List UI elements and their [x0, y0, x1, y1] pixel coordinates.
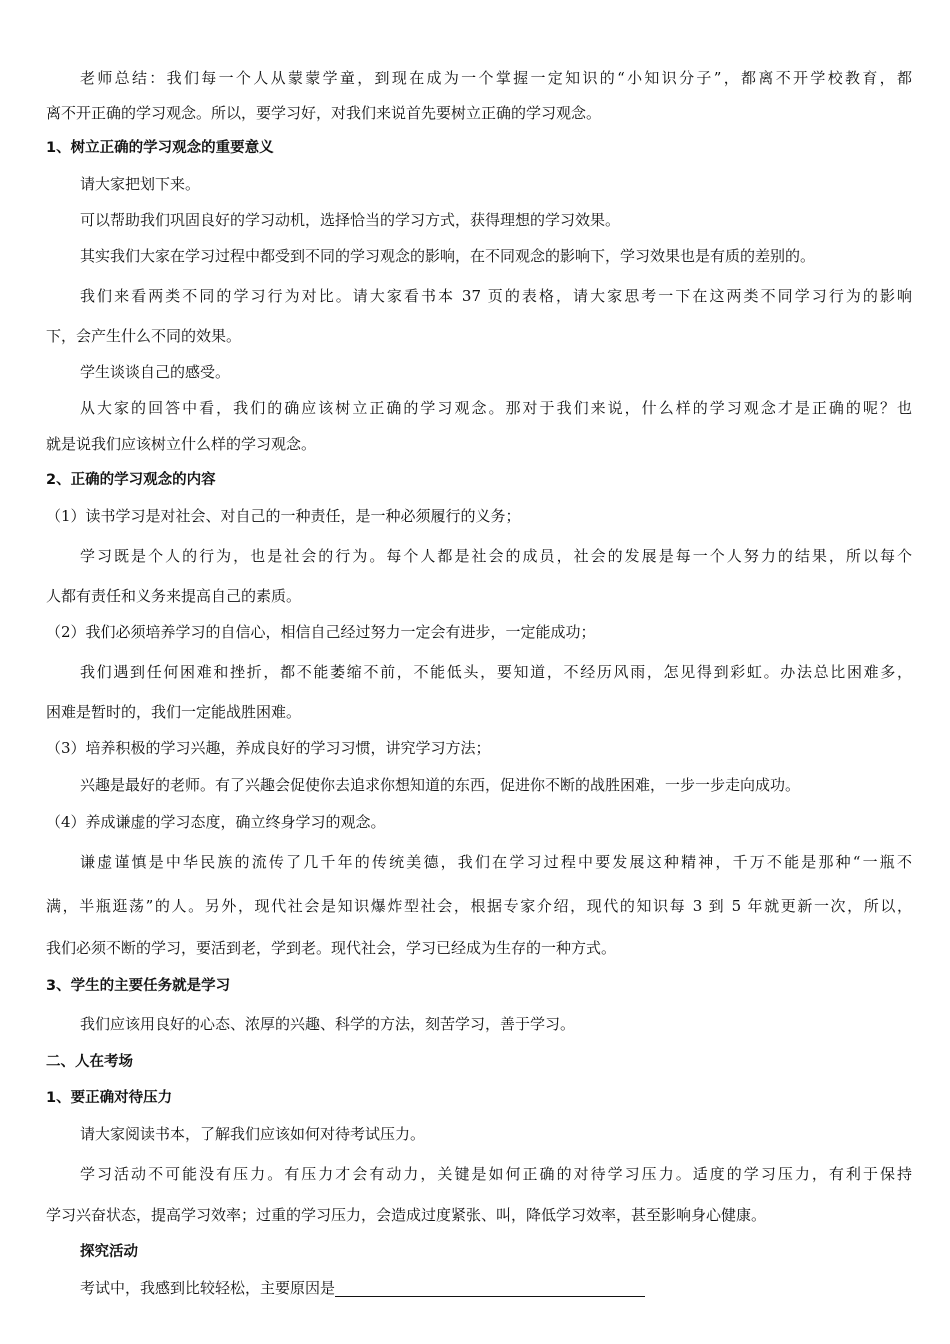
paragraph-line: 兴趣是最好的老师。有了兴趣会促使你去追求你想知道的东西，促进你不断的战胜困难，一步一步走向成功。 [80, 776, 801, 794]
section-heading: 二、人在考场 [46, 1054, 133, 1070]
section-heading: 1、树立正确的学习观念的重要意义 [46, 140, 274, 156]
paragraph-line: 可以帮助我们巩固良好的学习动机，选择恰当的学习方式，获得理想的学习效果。 [80, 211, 621, 229]
answer-blank[interactable] [335, 1278, 645, 1297]
paragraph-line: 下，会产生什么不同的效果。 [46, 327, 242, 345]
paragraph-line: 学习既是个人的行为，也是社会的行为。每个人都是社会的成员，社会的发展是每一个人努力的结果，所以每个 [80, 547, 912, 565]
paragraph-line: 我们来看两类不同的学习行为对比。请大家看书本 37 页的表格，请大家思考一下在这两类不同学习行为的影响 [80, 287, 912, 305]
paragraph-line: 我们遇到任何困难和挫折，都不能萎缩不前，不能低头，要知道，不经历风雨，怎见得到彩虹。办法总比困难多， [80, 663, 912, 681]
document-page [46, 60, 912, 1306]
fill-in-line [46, 1270, 912, 1306]
list-item: （3）培养积极的学习兴趣，养成良好的学习习惯，讲究学习方法； [46, 739, 491, 757]
list-item: （1）读书学习是对社会、对自己的一种责任，是一种必须履行的义务； [46, 507, 521, 525]
section-heading: 1、要正确对待压力 [46, 1090, 173, 1106]
list-item: （2）我们必须培养学习的自信心，相信自己经过努力一定会有进步，一定能成功； [46, 623, 596, 641]
paragraph-line: 人都有责任和义务来提高自己的素质。 [46, 587, 302, 605]
paragraph-line: 我们应该用良好的心态、浓厚的兴趣、科学的方法，刻苦学习，善于学习。 [80, 1015, 576, 1033]
paragraph-line: 就是说我们应该树立什么样的学习观念。 [46, 435, 317, 453]
section-heading: 2、正确的学习观念的内容 [46, 472, 216, 488]
paragraph-line: 我们必须不断的学习，要活到老，学到老。现代社会，学习已经成为生存的一种方式。 [46, 939, 617, 957]
paragraph-line: 学生谈谈自己的感受。 [80, 363, 231, 381]
paragraph-line: 请大家阅读书本，了解我们应该如何对待考试压力。 [80, 1125, 426, 1143]
paragraph-line: 其实我们大家在学习过程中都受到不同的学习观念的影响，在不同观念的影响下，学习效果也是有质的差别的。 [80, 247, 816, 265]
paragraph-line: 学习活动不可能没有压力。有压力才会有动力，关键是如何正确的对待学习压力。适度的学习压力，有利于保持 [80, 1165, 912, 1183]
paragraph-line: 满，半瓶逛荡”的人。另外，现代社会是知识爆炸型社会，根据专家介绍，现代的知识每 3 到 5 年就更新一次，所以， [46, 897, 912, 915]
paragraph-line: 谦虚谨慎是中华民族的流传了几千年的传统美德，我们在学习过程中要发展这种精神，千万不能是那种“一瓶不 [80, 853, 912, 871]
paragraph-line: 离不开正确的学习观念。所以，要学习好，对我们来说首先要树立正确的学习观念。 [46, 104, 602, 122]
subsection-heading: 探究活动 [80, 1244, 138, 1260]
paragraph-line: 请大家把划下来。 [80, 175, 201, 193]
list-item: （4）养成谦虚的学习态度，确立终身学习的观念。 [46, 813, 386, 831]
paragraph-line: 老师总结：我们每一个人从蒙蒙学童，到现在成为一个掌握一定知识的“小知识分子”，都离不开学校教育，都 [80, 69, 912, 87]
section-heading: 3、学生的主要任务就是学习 [46, 978, 231, 994]
fill-in-prompt: 考试中，我感到比较轻松，主要原因是 [80, 1279, 336, 1297]
paragraph-line: 从大家的回答中看，我们的确应该树立正确的学习观念。那对于我们来说，什么样的学习观念才是正确的呢？也 [80, 399, 912, 417]
paragraph-line: 困难是暂时的，我们一定能战胜困难。 [46, 703, 302, 721]
paragraph-line: 学习兴奋状态，提高学习效率；过重的学习压力，会造成过度紧张、叫，降低学习效率，甚至影响身心健康。 [46, 1206, 767, 1224]
